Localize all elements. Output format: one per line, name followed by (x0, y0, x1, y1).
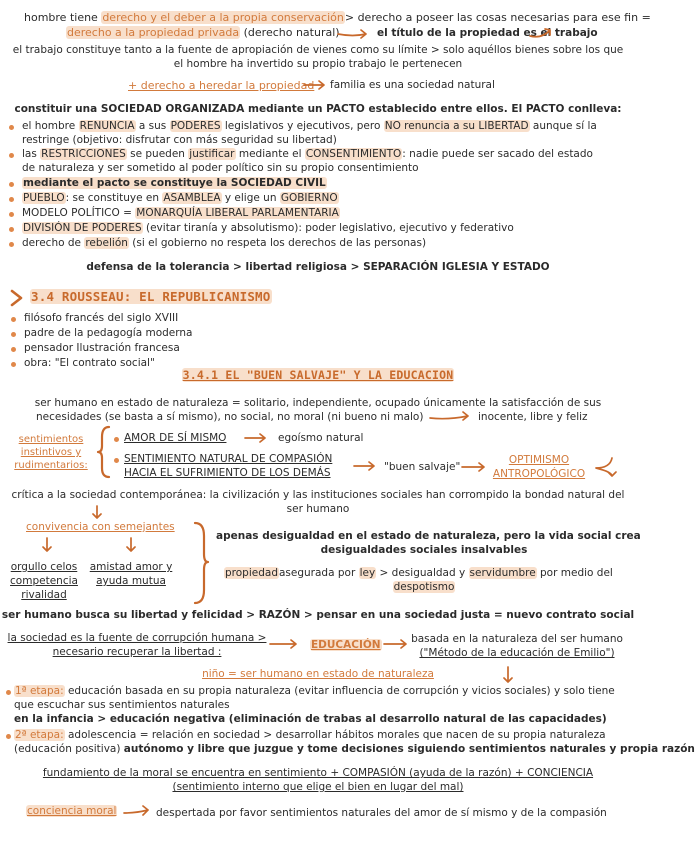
arrow-right-icon (243, 432, 269, 444)
compasion-line-2: HACIA EL SUFRIMIENTO DE LOS DEMÁS (124, 467, 331, 479)
bullet-dot (11, 362, 16, 367)
amistad-2: ayuda mutua (96, 575, 166, 587)
pacto-bullet-6: DIVISIÓN DE PODERES (evitar tiranía y absolutismo): poder legislativo, ejecutivo y federativo (23, 222, 514, 234)
bullet-dot (114, 458, 119, 463)
pacto-bullet-5: MODELO POLÍTICO = MONARQUÍA LIBERAL PARLAMENTARIA (22, 207, 339, 219)
corrupcion-1: la sociedad es la fuente de corrupción humana > (7, 632, 267, 644)
naturaleza-line-2: necesidades (se basta a sí mismo), no social, no moral (ni bueno ni malo) (36, 411, 424, 423)
nino-naturaleza: niño = ser humano en estado de naturaleza (202, 668, 434, 680)
pacto-bullet-3: mediante el pacto se constituye la SOCIEDAD CIVIL (23, 177, 326, 189)
arrow-down-icon (124, 536, 138, 556)
bullet-dot (9, 242, 14, 247)
pacto-bullet-1: el hombre RENUNCIA a sus PODERES legislativos y ejecutivos, pero NO renuncia a su LIBERTAD aunque sí la (22, 120, 597, 132)
buen-salvaje-subheading: 3.4.1 EL "BUEN SALVAJE" Y LA EDUCACION (182, 368, 454, 382)
pacto-bullet-2-cont: de naturaleza y ser sometido al poder político sin su propio consentimiento (22, 162, 419, 174)
corrupcion-2: necesario recuperar la libertad : (52, 646, 222, 658)
locke-line-4: el hombre ha invertido su propio trabajo le pertenecen (173, 58, 463, 70)
right-brace-icon (192, 520, 210, 606)
convivencia-label: convivencia con semejantes (26, 521, 175, 533)
educacion-label: EDUCACIÓN (311, 639, 381, 651)
critica-line-2: ser humano (286, 503, 350, 515)
desigualdad-2: desigualdades sociales insalvables (320, 544, 528, 556)
bullet-dot (6, 734, 11, 739)
arrow-right-icon (122, 804, 152, 818)
desigualdad-1: apenas desigualdad en el estado de naturaleza, pero la vida social crea (216, 530, 641, 542)
locke-line-1: hombre tiene derecho y el deber a la propia conservación> derecho a poseer las cosas necesarias para ese fin = (24, 11, 651, 24)
arrow-right-icon (428, 411, 472, 423)
bullet-dot (9, 227, 14, 232)
rousseau-bullet-2: padre de la pedagogía moderna (24, 327, 193, 339)
arrow-down-icon (90, 504, 104, 522)
bullet-dot (9, 125, 14, 130)
despertada-line: despertada por favor sentimientos naturales del amor de sí mismo y de la compasión (156, 807, 607, 819)
orgullo-2: competencia (10, 575, 78, 587)
sentimientos-label-3: rudimentarios: (14, 460, 88, 471)
naturaleza-line-1: ser humano en estado de naturaleza = solitario, independiente, ocupado únicamente la satisfacción de sus (34, 397, 602, 409)
orgullo-3: rivalidad (21, 589, 67, 601)
arrow-right-icon (302, 79, 328, 91)
pacto-bullet-2: las RESTRICCIONES se pueden justificar mediante el CONSENTIMIENTO: nadie puede ser sacado del estado (22, 148, 593, 160)
amor-de-si: AMOR DE SÍ MISMO (124, 432, 227, 444)
arrow-right-icon (382, 638, 412, 650)
bullet-dot (11, 317, 16, 322)
rousseau-bullet-3: pensador Ilustración francesa (24, 342, 180, 354)
conciencia-moral-label: conciencia moral (27, 805, 117, 817)
locke-line-2: derecho a la propiedad privada (derecho natural) (67, 26, 340, 39)
orgullo-1: orgullo celos (10, 561, 78, 573)
propiedad-line-2: despotismo (393, 581, 455, 593)
egoismo-natural: egoísmo natural (278, 432, 364, 444)
etapa-1-line-3: en la infancia > educación negativa (eliminación de trabas al desarrollo natural de las capacidades) (14, 713, 607, 725)
fundamiento-1: fundamiento de la moral se encuentra en sentimiento + COMPASIÓN (ayuda de la razón) + CONCIENCIA (42, 767, 594, 779)
arrow-curve-down-icon (594, 454, 620, 480)
optimismo-2: ANTROPOLÓGICO (492, 468, 586, 480)
arrow-right-icon (336, 28, 370, 40)
bullet-dot (9, 212, 14, 217)
etapa-1-line-1: 1ª etapa: educación basada en su propia naturaleza (evitar influencia de corrupción y vicios sociales) y solo tiene (15, 685, 615, 697)
locke-line-3: el trabajo constituye tanto a la fuente de apropiación de vienes como su límite > solo aquéllos bienes sobre los que (12, 44, 624, 56)
etapa-2-line-2: (educación positiva) autónomo y libre que juzgue y tome decisiones siguiendo sentimientos naturales y propia razón (14, 743, 695, 755)
arrow-right-icon (268, 638, 302, 650)
etapa-1-line-2: que escuchar sus sentimientos naturales (14, 699, 230, 711)
amistad-1: amistad amor y (89, 561, 173, 573)
locke-title-trabajo: el título de la propiedad es el trabajo (377, 27, 598, 39)
critica-line-1: crítica a la sociedad contemporánea: la civilización y las instituciones sociales han corrompido la bondad natural del (11, 489, 625, 501)
bullet-dot (11, 347, 16, 352)
sentimientos-label-2: instintivos y (20, 447, 82, 458)
arrow-down-icon (500, 665, 516, 687)
optimismo-1: OPTIMISMO (508, 454, 570, 466)
chevron-right-icon (8, 288, 26, 308)
fundamiento-2: (sentimiento interno que elige el bien en lugar del mal) (172, 781, 464, 793)
left-brace-icon (96, 424, 112, 480)
sentimientos-label-1: sentimientos (18, 434, 84, 445)
bullet-dot (11, 332, 16, 337)
bullet-dot (9, 182, 14, 187)
propiedad-line-1: propiedadasegurada por ley > desigualdad y servidumbre por medio del (225, 567, 613, 579)
compasion-line-1: SENTIMIENTO NATURAL DE COMPASIÓN (124, 453, 333, 465)
bullet-dot (6, 690, 11, 695)
basada-2: ("Método de la educación de Emilio") (419, 647, 615, 659)
pacto-heading: constituir una SOCIEDAD ORGANIZADA mediante un PACTO establecido entre ellos. El PACTO conlleva: (14, 103, 622, 115)
bullet-dot (9, 153, 14, 158)
familia-text: familia es una sociedad natural (330, 79, 495, 91)
rousseau-bullet-4: obra: "El contrato social" (24, 357, 155, 369)
etapa-2-line-1: 2ª etapa: adolescencia = relación en sociedad > desarrollar hábitos morales que nacen de su propia naturaleza (15, 729, 606, 741)
inocente-libre-feliz: inocente, libre y feliz (478, 411, 588, 423)
bullet-dot (114, 437, 119, 442)
arrow-down-icon (40, 536, 54, 556)
pacto-bullet-7: derecho de rebelión (si el gobierno no respeta los derechos de las personas) (22, 237, 427, 249)
bullet-dot (9, 197, 14, 202)
buen-salvaje-label: "buen salvaje" (384, 461, 461, 473)
derecho-heredar: + derecho a heredar la propiedad (128, 79, 315, 92)
pacto-bullet-4: PUEBLO: se constituye en ASAMBLEA y elige un GOBIERNO (23, 192, 338, 204)
tolerancia-line: defensa de la tolerancia > libertad religiosa > SEPARACIÓN IGLESIA Y ESTADO (86, 261, 550, 273)
pacto-bullet-1-cont: restringe (objetivo: disfrutar con más seguridad su libertad) (22, 134, 337, 146)
rousseau-bullet-1: filósofo francés del siglo XVIII (24, 312, 179, 324)
arrow-right-icon (352, 460, 378, 472)
arrow-down-right-icon (528, 26, 554, 42)
razon-line: ser humano busca su libertad y felicidad > RAZÓN > pensar en una sociedad justa = nuevo contrato social (1, 609, 635, 621)
rousseau-heading: 3.4 ROUSSEAU: EL REPUBLICANISMO (31, 289, 271, 304)
basada-1: basada en la naturaleza del ser humano (411, 633, 623, 645)
